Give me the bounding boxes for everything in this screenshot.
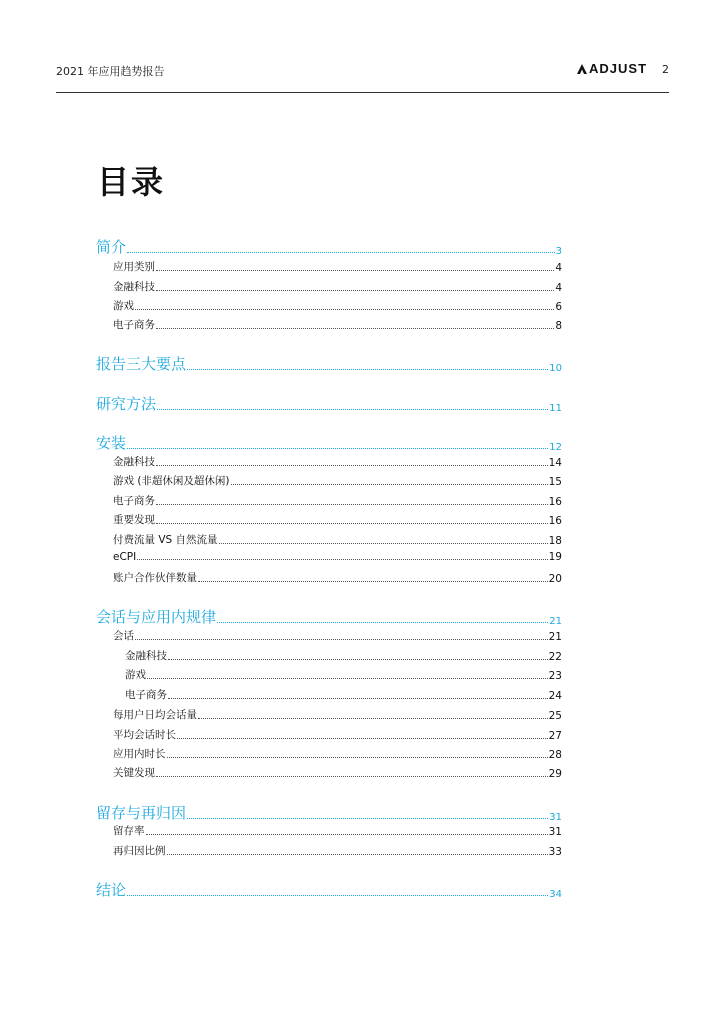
toc-entry-page: 33 <box>548 846 562 858</box>
toc-entry-page: 24 <box>548 690 562 702</box>
toc-entry-label: 游戏 <box>125 669 146 681</box>
toc-entry-page: 14 <box>548 457 562 469</box>
toc-entry-page: 8 <box>555 320 562 332</box>
toc-entry-page: 27 <box>548 730 562 742</box>
toc-entry-page: 31 <box>548 826 562 838</box>
toc-entry-page: 22 <box>548 651 562 663</box>
toc-section-link[interactable] <box>96 606 562 627</box>
adjust-logo <box>576 61 647 76</box>
toc-entry-link[interactable] <box>96 454 562 469</box>
toc-entry-link[interactable] <box>96 473 562 488</box>
dot-leader <box>135 308 554 310</box>
dot-leader <box>198 580 548 582</box>
toc-entry-page: 16 <box>548 515 562 527</box>
dot-leader <box>198 717 548 719</box>
toc-entry-label: 会话 <box>113 630 134 642</box>
toc-entry-label: 安装 <box>96 434 127 452</box>
dot-leader <box>156 503 548 505</box>
dot-leader <box>168 697 548 699</box>
dot-leader <box>156 289 554 291</box>
dot-leader <box>146 833 548 835</box>
toc-entry-label: 金融科技 <box>113 281 155 293</box>
toc-entry-page: 6 <box>555 301 562 313</box>
toc-entry-label: 报告三大要点 <box>96 355 187 373</box>
dot-leader <box>156 522 548 524</box>
toc-entry-label: 留存率 <box>113 825 145 837</box>
toc-entry-link[interactable] <box>96 532 562 547</box>
toc-entry-page: 34 <box>549 889 562 900</box>
toc-entry-link[interactable] <box>96 551 562 563</box>
toc-entry-label: 会话与应用内规律 <box>96 608 217 626</box>
toc-entry-page: 20 <box>548 573 562 585</box>
toc-entry-label: 账户合作伙伴数量 <box>113 572 197 584</box>
toc-entry-link[interactable] <box>96 707 562 722</box>
dot-leader <box>177 737 548 739</box>
adjust-logo-icon <box>576 63 588 75</box>
toc-entry-label: 简介 <box>96 238 127 256</box>
toc-entry-label: 金融科技 <box>125 650 167 662</box>
toc-entry-label: 应用类别 <box>113 261 155 273</box>
toc-entry-label: 电子商务 <box>113 495 155 507</box>
dot-leader <box>135 638 548 640</box>
toc-entry-page: 4 <box>555 282 562 294</box>
toc-entry-page: 29 <box>548 768 562 780</box>
page-number: 2 <box>662 63 669 76</box>
toc-entry-label: 每用户日均会话量 <box>113 709 197 721</box>
dot-leader <box>156 464 548 466</box>
toc-entry-link[interactable] <box>96 317 562 332</box>
toc-entry-label: 重要发现 <box>113 514 155 526</box>
toc-entry-link[interactable] <box>96 259 562 274</box>
toc-entry-label: 平均会话时长 <box>113 729 176 741</box>
toc-entry-page: 10 <box>549 363 562 374</box>
table-of-contents <box>96 0 562 1024</box>
toc-entry-label: 游戏 <box>113 300 134 312</box>
toc-entry-page: 21 <box>549 616 562 627</box>
toc-entry-page: 19 <box>548 551 562 563</box>
toc-section-link[interactable] <box>96 236 562 257</box>
toc-entry-link[interactable] <box>96 727 562 742</box>
dot-leader <box>156 269 554 271</box>
header-title: 2021 年应用趋势报告 <box>56 65 165 78</box>
toc-entry-page: 3 <box>555 246 562 257</box>
dot-leader <box>156 327 554 329</box>
dot-leader <box>219 542 548 544</box>
dot-leader <box>127 251 555 253</box>
dot-leader <box>137 558 547 560</box>
toc-entry-label: 游戏 (非超休闲及超休闲) <box>113 475 230 487</box>
toc-entry-label: 留存与再归因 <box>96 804 187 822</box>
toc-entry-label: 金融科技 <box>113 456 155 468</box>
toc-entry-page: 18 <box>548 535 562 547</box>
toc-entry-link[interactable] <box>96 843 562 858</box>
dot-leader <box>157 408 548 410</box>
logo-text: ADJUST <box>589 61 648 76</box>
toc-entry-label: 电子商务 <box>125 689 167 701</box>
dot-leader <box>168 658 548 660</box>
dot-leader <box>231 483 548 485</box>
dot-leader <box>127 447 548 449</box>
toc-entry-label: 应用内时长 <box>113 748 166 760</box>
dot-leader <box>187 368 548 370</box>
toc-entry-page: 23 <box>548 670 562 682</box>
toc-section-link[interactable] <box>96 802 562 823</box>
toc-section-link[interactable] <box>96 393 562 414</box>
toc-entry-label: 再归因比例 <box>113 845 166 857</box>
toc-entry-page: 31 <box>549 812 562 823</box>
toc-section-link[interactable] <box>96 432 562 453</box>
toc-entry-page: 4 <box>555 262 562 274</box>
toc-entry-link[interactable] <box>96 493 562 508</box>
toc-entry-link[interactable] <box>96 570 562 585</box>
toc-entry-label: eCPI <box>113 551 137 563</box>
toc-entry-link[interactable] <box>96 648 562 663</box>
dot-leader <box>217 621 548 623</box>
toc-entry-label: 关键发现 <box>113 767 155 779</box>
toc-entry-link[interactable] <box>96 667 562 682</box>
dot-leader <box>187 817 548 819</box>
dot-leader <box>167 853 548 855</box>
toc-entry-link[interactable] <box>96 628 562 643</box>
dot-leader <box>156 775 548 777</box>
toc-entry-link[interactable] <box>96 823 562 838</box>
toc-entry-page: 11 <box>549 403 562 414</box>
toc-entry-link[interactable] <box>96 279 562 294</box>
dot-leader <box>127 894 548 896</box>
toc-entry-link[interactable] <box>96 298 562 313</box>
toc-entry-label: 电子商务 <box>113 319 155 331</box>
toc-entry-label: 研究方法 <box>96 395 157 413</box>
toc-entry-page: 28 <box>548 749 562 761</box>
toc-entry-label: 结论 <box>96 881 127 899</box>
toc-entry-page: 12 <box>549 442 562 453</box>
dot-leader <box>147 677 548 679</box>
toc-entry-link[interactable] <box>96 512 562 527</box>
toc-section-link[interactable] <box>96 353 562 374</box>
toc-section-link[interactable] <box>96 879 562 900</box>
toc-entry-page: 25 <box>548 710 562 722</box>
toc-entry-link[interactable] <box>96 765 562 780</box>
dot-leader <box>167 756 548 758</box>
toc-entry-page: 15 <box>548 476 562 488</box>
toc-entry-page: 21 <box>548 631 562 643</box>
toc-title: 目录 <box>97 163 166 201</box>
toc-entry-link[interactable] <box>96 746 562 761</box>
toc-entry-label: 付费流量 VS 自然流量 <box>113 534 218 546</box>
toc-entry-link[interactable] <box>96 687 562 702</box>
toc-entry-page: 16 <box>548 496 562 508</box>
